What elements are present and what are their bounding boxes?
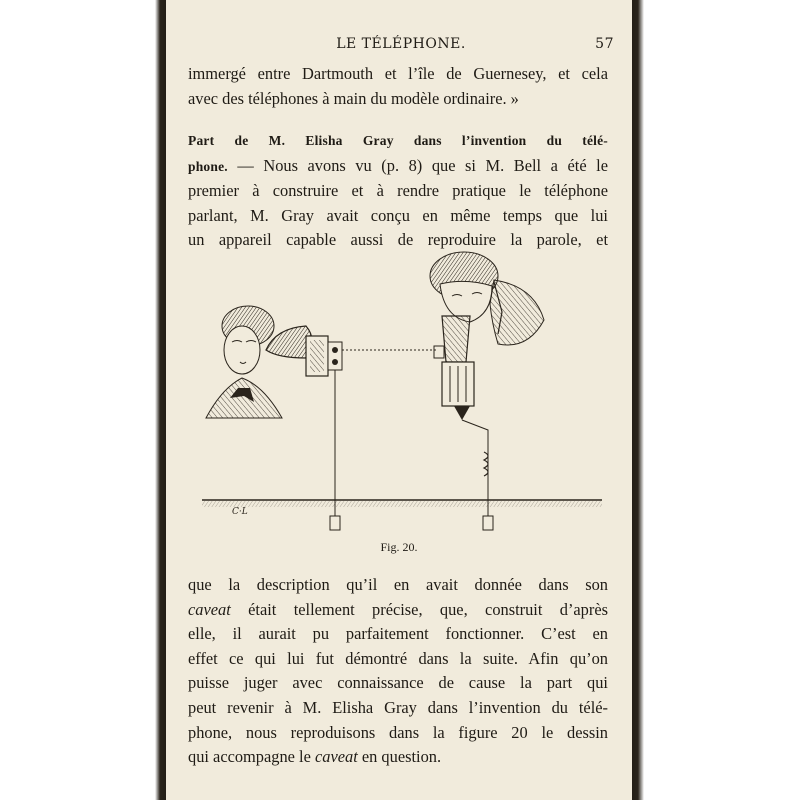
text-line: phone, nous reproduisons dans la figure 20 le dessin [188,722,608,742]
text-line: immergé entre Dartmouth et l’île de Guernesey, et cela [188,64,608,83]
section-heading-end: phone. [188,158,228,174]
text-line: puisse juger avec connaissance de cause la part qui [188,673,608,693]
text-line [188,598,608,623]
figure-20-engraving [202,238,602,538]
text-line: que la description qu’il en avait donnée dans son [188,575,608,594]
telephone-receiver [266,326,342,376]
text-line: un appareil capable aussi de reproduire la parole, et [188,230,608,250]
paragraph-3 [188,573,608,770]
text-line [188,154,608,180]
book-edge-right [632,0,800,800]
italic-term: caveat [188,599,231,619]
running-header [188,36,614,56]
telephone-engraving [202,238,602,538]
section-heading [188,128,608,154]
book-page [166,0,632,800]
woman-figure [206,306,282,418]
page-number: 57 [595,36,614,52]
engraver-signature: C·L [232,507,248,517]
text-run: qui accompagne le [188,747,315,767]
paragraph-1 [188,62,608,111]
text-line [188,745,608,770]
text-line: peut revenir à M. Elisha Gray dans l’invention du télé- [188,697,608,717]
book-edge-left [0,0,166,800]
telephone-transmitter [434,316,474,420]
text-run: — Nous avons vu (p. 8) que si M. Bell a été le [227,155,608,175]
figure-caption: Fig. 20. [380,540,418,554]
running-title: LE TÉLÉPHONE. [336,36,466,52]
text-line: premier à construire et à rendre pratique le téléphone [188,181,608,201]
text-run: était tellement précise, que, construit d’après [230,599,608,619]
text-line: elle, il aurait pu parfaitement fonctionner. C’est en [188,624,608,644]
text-line: effet ce qui lui fut démontré dans la suite. Afin qu’on [188,648,608,668]
text-line: avec des téléphones à main du modèle ordinaire. » [188,88,519,108]
paragraph-2 [188,128,608,253]
text-line: parlant, M. Gray avait conçu en même temps que lui [188,205,608,225]
ground-line [202,500,602,530]
text-run: en question. [357,747,442,767]
section-heading-text: Part de M. Elisha Gray dans l’invention du télé- [188,133,608,148]
italic-term: caveat [314,747,358,767]
